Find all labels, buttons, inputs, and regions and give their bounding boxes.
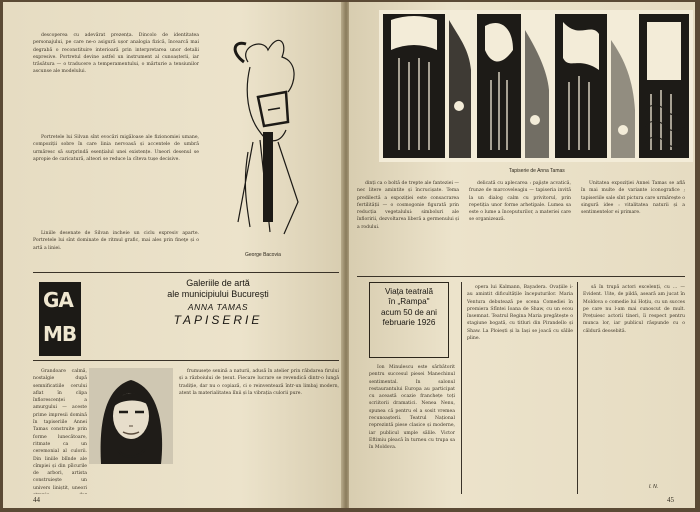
right-col-a: dinți ca o boltă de trepte ale fanteziei — nec litere amintite și încrucișate. Tema predilectă a expoziției este consacrarea fertilității — o cosmogonie figurată prin reducția vegetalului: simboluri ale înfloririi, dezvoltarea liberă a germenului și a rodului. (357, 181, 459, 230)
right-col-c: Unitatea expoziției Annei Tamas se află în mai multe de variante iconografice ; tapiseriile sale sînt pictura care urmărește o singură idee : vitalitatea naturii și a sentimentelor ei primare. (581, 181, 685, 216)
article-heading (99, 278, 337, 326)
left-col-lines: Liniile desenate de Silvan incheie un ciclu expresiv aparte. Portretele lui sînt dominate de ritmul grafic, mai ales prin fineţe și o artă a liniei. (33, 231, 199, 251)
page-number-left: 44 (33, 496, 40, 504)
portrait-caption: George Bacovia (245, 252, 281, 258)
left-col-b: frumusețe senină a naturii, adusă în atelier prin răbdarea firului și a războiului de țesut. Fiecare lucrare se revendică dintr-o lungă tradiție, dar nu o copiază, ci o reinventează într-un limbaj modern, atent la materialitatea lînii și la vibrația culorii pure. (179, 369, 339, 396)
box-title-line3: acum 50 de ani (381, 307, 437, 317)
tapestry-artwork (379, 10, 693, 162)
right-col-d: Ion Minulescu este sărbătorit pentru succesul piesei Manechinul sentimental. In salonul restaurantului Europa au participat cu această ocazie franchețe toți scriitorii dramatici. Nenea Nenu, spunea că pentru el a sosit vremea recunoașterii. Teatrul Național reprezintă piese clasice și moderne, iar publicul umple sălile. Victor Eftimiu pleacă în turneu cu trupa sa în Moldova. (369, 365, 455, 451)
box-title-line2: în „Rampa" (388, 297, 430, 307)
artist-photo (89, 368, 173, 464)
logo-text-top: GA (43, 288, 73, 312)
column-rule-2 (577, 282, 578, 494)
heading-line2: ale municipiului București (167, 289, 269, 299)
heading-line1: Galeriile de artă (186, 278, 250, 288)
heading-rule (33, 360, 339, 361)
gamb-logo (39, 282, 81, 356)
tapestry-image (379, 10, 693, 162)
right-col-e: opera lui Kalmann, Bayadera. Ovațiile i-au amintit dificultățile începuturilor. Maria Ventura debutează pe scena Comediei în premiera Sfîntei Ioana de Shaw, cu un ecou însemnat. Teatrul Regina Maria pregătește o stagiune bogată, cu titluri din Pirandello și Shaw. La Ploiești și la Iași se joacă cu sălile pline. (467, 285, 573, 342)
right-section-divider (357, 276, 685, 277)
left-col-intro: descoperea cu adevărat prezența. Dincolo de identitatea personajului, pe care ne-o asigură ușor analogia fizică, încearcă mai degrabă o reconstituire interioară prin interpretarea unor detalii expresive. Portretul devine astfel un instrument al cunoașterii, iar trăsătura — o traducere a temperamentului, o mărturie a tensiunilor ascunse ale modelului. (33, 33, 199, 75)
article-subtitle: TAPISERIE (173, 313, 263, 327)
artist-name: ANNA TAMAS (187, 302, 249, 312)
box-title-line4: februarie 1926 (382, 318, 436, 328)
theatre-box-title (369, 282, 449, 358)
right-col-b: delicată cu aplecarea : pajiște acvaticâ, frunze de marcoveleagiu — tapiseria invită la un dialog calm cu privitorul, prin repetiția unor forme arhetipale. Lumea sa este o lume a începuturilor, a materiei care se organizează. (469, 181, 571, 223)
author-initials: I. N. (649, 484, 659, 490)
logo-text-bottom: MB (43, 322, 77, 346)
bacovia-portrait-drawing (208, 22, 328, 242)
magazine-spread (3, 2, 695, 508)
right-col-f: să în trupă actori excelenți, cu … — Evident. Uite, de pildă, aseară am jucat în Moldova o comedie lui Hoțiu, cu un succes pe care nu l-am mai cunoscut de mult. Prețuiesc actorii tineri, îi respect pentru munca lor, iar publicul răspunde cu o căldură deosebită. (583, 285, 685, 334)
right-page (349, 2, 695, 508)
artist-portrait-image (89, 368, 173, 464)
box-title-line1: Viața teatrală (384, 287, 434, 296)
left-col-a: Grandoare calmă, nostalgie după semnificatiile cerului aflat în clipa înflorescenței a amurgului — aceste prime impresii domină în tapiseriile Annei Tamas construite prin forme lunecătoare, ritmate ca un ceremonial al culorii. Din liniile blînde ale cîmpiei și din pîlcurile de arbori, artista construiește un univers liniștit, uneori (33, 369, 87, 491)
page-number-right: 45 (667, 496, 674, 504)
column-rule-1 (461, 282, 462, 494)
left-page (3, 2, 343, 508)
left-col-portraits: Portretele lui Silvan sînt evocări migăloase ale fizionomiei umane, compoziții sobre în care linia nervoasă și accentele de umbră urmăresc să surprindă esențialul unei existențe. Uneori desenul se apropie de caricatură, alteori se reduce la cîteva tușe decisive. (33, 135, 199, 162)
section-divider (33, 272, 339, 273)
tapestry-caption: Tapiserie de Anna Tamas (509, 168, 565, 174)
